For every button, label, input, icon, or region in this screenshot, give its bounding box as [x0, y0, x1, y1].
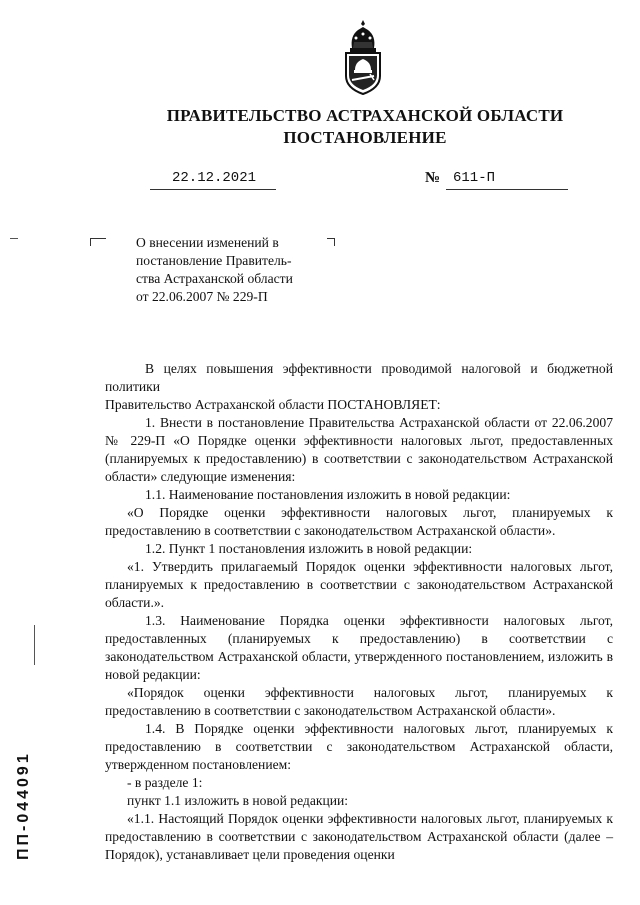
document-date: 22.12.2021 [172, 170, 257, 186]
serial-number: ПП-044091 [15, 751, 32, 860]
subject-line: ства Астраханской области [136, 271, 293, 286]
document-type-title: ПОСТАНОВЛЕНИЕ [283, 128, 447, 147]
body-paragraph: 1.3. Наименование Порядка оценки эффективности налоговых льгот, предоставленных (планируемых к предоставлению) в соответствии с законодательством Астраханской области, утвержденного постановлением, изложить в новой редакции: [105, 613, 613, 682]
body-paragraph: 1.4. В Порядке оценки эффективности налоговых льгот, планируемых к предоставлению в соответствии с законодательством Астраханской области, утвержденном постановлением: [105, 721, 613, 772]
subject-line: О внесении изменений в [136, 235, 279, 250]
government-title: ПРАВИТЕЛЬСТВО АСТРАХАНСКОЙ ОБЛАСТИ [166, 106, 564, 125]
body-paragraph: пункт 1.1 изложить в новой редакции: [127, 793, 349, 808]
body-paragraph: - в разделе 1: [127, 775, 203, 790]
subject-corner-right [327, 238, 335, 246]
coat-of-arms-emblem [340, 18, 386, 96]
margin-bar [34, 625, 35, 665]
subject-line: от 22.06.2007 № 229-П [136, 289, 268, 304]
body-paragraph: «Порядок оценки эффективности налоговых льгот, планируемых к предоставлению в соответствии с законодательством Астраханской области». [105, 685, 613, 718]
preamble-paragraph: В целях повышения эффективности проводимой налоговой и бюджетной политики [105, 361, 613, 394]
number-label: № [425, 170, 441, 186]
body-paragraph: «1. Утвердить прилагаемый Порядок оценки эффективности налоговых льгот, планируемых к предоставлению в соответствии с законодательством Астраханской области.». [105, 559, 613, 610]
body-paragraph: 1.1. Наименование постановления изложить в новой редакции: [145, 487, 511, 502]
document-number: 611-П [453, 170, 496, 186]
document-body [105, 360, 613, 864]
subject-line: постановление Правитель- [136, 253, 292, 268]
subject-corner-left-tick [96, 238, 106, 246]
resolution-paragraph: Правительство Астраханской области ПОСТАНОВЛЯЕТ: [105, 397, 441, 412]
body-paragraph: «1.1. Настоящий Порядок оценки эффективности налоговых льгот, планируемых к предоставлению в соответствии с законодательством Астраханской области (далее – Порядок), устанавливает цели проведения оценки [105, 811, 613, 862]
body-paragraph: 1. Внести в постановление Правительства Астраханской области от 22.06.2007 № 229-П «О Порядке оценки эффективности налоговых льгот, предоставленных (планируемых к предоставлению) в соответствии с законодательством Астраханской области» следующие изменения: [105, 415, 613, 484]
margin-mark [10, 238, 18, 239]
document-subject [136, 234, 324, 306]
body-paragraph: «О Порядке оценки эффективности налоговых льгот, планируемых к предоставлению в соответствии с законодательством Астраханской области». [105, 505, 613, 538]
body-paragraph: 1.2. Пункт 1 постановления изложить в новой редакции: [145, 541, 473, 556]
